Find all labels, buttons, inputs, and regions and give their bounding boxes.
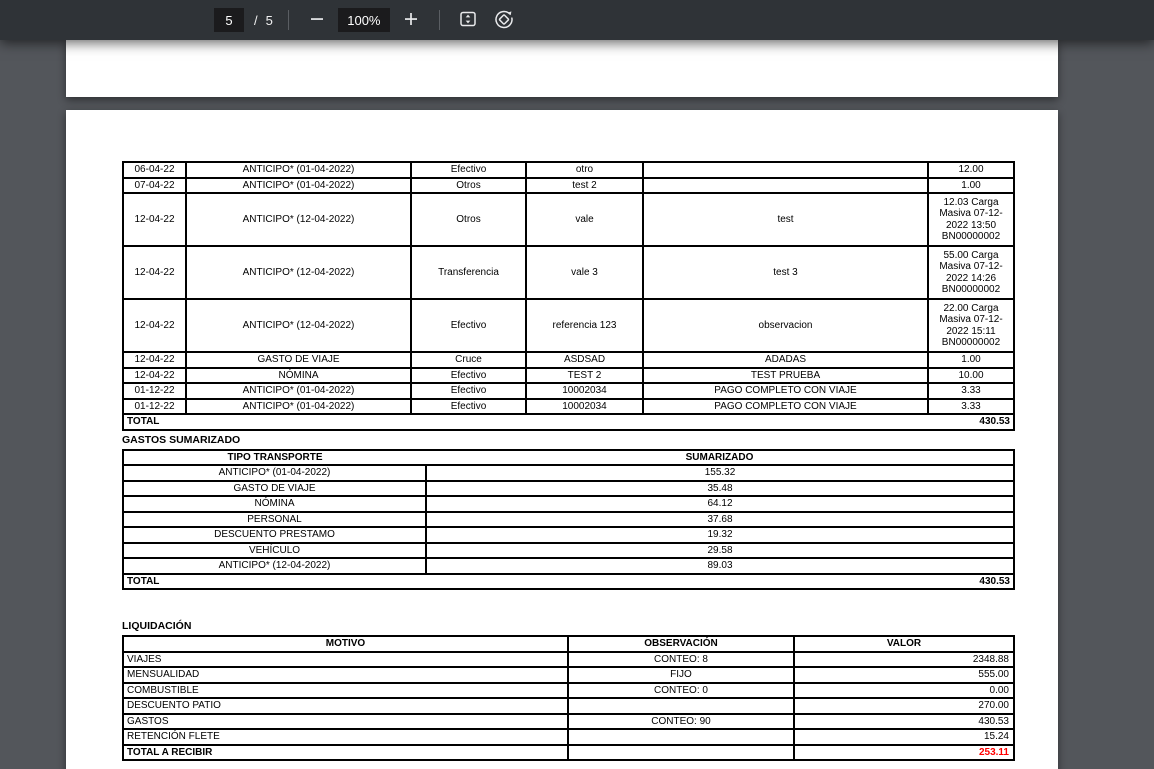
gastos-sumarizado-table bbox=[122, 449, 1015, 591]
date-cell: 12-04-22 bbox=[123, 368, 186, 384]
liquidacion-row bbox=[123, 652, 1014, 668]
value-cell: 3.33 bbox=[928, 399, 1014, 415]
observacion-cell bbox=[568, 745, 794, 761]
date-cell: 01-12-22 bbox=[123, 399, 186, 415]
observation-cell: observacion bbox=[643, 299, 928, 352]
observation-cell: PAGO COMPLETO CON VIAJE bbox=[643, 383, 928, 399]
date-cell: 06-04-22 bbox=[123, 162, 186, 178]
page-count-separator: / bbox=[254, 12, 258, 28]
total-value: 430.53 bbox=[979, 575, 1010, 587]
expense-row bbox=[123, 399, 1014, 415]
liquidacion-row bbox=[123, 683, 1014, 699]
method-cell: Efectivo bbox=[411, 383, 526, 399]
method-cell: Efectivo bbox=[411, 399, 526, 415]
expense-row bbox=[123, 383, 1014, 399]
reference-cell: 10002034 bbox=[526, 383, 643, 399]
expense-row bbox=[123, 162, 1014, 178]
motivo-cell: DESCUENTO PATIO bbox=[123, 698, 568, 714]
value-cell: 3.33 bbox=[928, 383, 1014, 399]
observacion-cell: CONTEO: 0 bbox=[568, 683, 794, 699]
total-a-recibir-value: 253.11 bbox=[794, 745, 1014, 761]
total-cell bbox=[123, 574, 1014, 590]
value-cell: 12.00 bbox=[928, 162, 1014, 178]
tipo-cell: DESCUENTO PRESTAMO bbox=[123, 527, 426, 543]
observacion-cell bbox=[568, 729, 794, 745]
expense-row bbox=[123, 352, 1014, 368]
liquidacion-title: LIQUIDACIÓN bbox=[122, 620, 192, 632]
valor-cell: 430.53 bbox=[794, 714, 1014, 730]
reference-cell: vale 3 bbox=[526, 246, 643, 299]
motivo-cell: COMBUSTIBLE bbox=[123, 683, 568, 699]
date-cell: 07-04-22 bbox=[123, 178, 186, 194]
pdf-page-previous-fragment bbox=[66, 40, 1058, 97]
motivo-cell: MENSUALIDAD bbox=[123, 667, 568, 683]
valor-cell: 2348.88 bbox=[794, 652, 1014, 668]
fit-to-page-icon bbox=[458, 9, 478, 32]
method-cell: Otros bbox=[411, 178, 526, 194]
observacion-cell: FIJO bbox=[568, 667, 794, 683]
reference-cell: otro bbox=[526, 162, 643, 178]
sumarizado-row bbox=[123, 496, 1014, 512]
valor-cell: 270.00 bbox=[794, 698, 1014, 714]
date-cell: 12-04-22 bbox=[123, 352, 186, 368]
reference-cell: referencia 123 bbox=[526, 299, 643, 352]
concept-cell: ANTICIPO* (12-04-2022) bbox=[186, 246, 411, 299]
zoom-in-button[interactable] bbox=[398, 7, 424, 33]
method-cell: Efectivo bbox=[411, 162, 526, 178]
method-cell: Cruce bbox=[411, 352, 526, 368]
sumarizado-row bbox=[123, 481, 1014, 497]
valor-cell: 555.00 bbox=[794, 667, 1014, 683]
pdf-toolbar bbox=[0, 0, 1154, 40]
zoom-level-display[interactable]: 100% bbox=[338, 8, 390, 32]
method-cell: Efectivo bbox=[411, 299, 526, 352]
total-cell bbox=[123, 414, 1014, 430]
method-cell: Transferencia bbox=[411, 246, 526, 299]
reference-cell: test 2 bbox=[526, 178, 643, 194]
reference-cell: vale bbox=[526, 193, 643, 246]
toolbar-divider bbox=[288, 10, 289, 30]
page-number-input[interactable] bbox=[214, 8, 244, 32]
tipo-cell: VEHÍCULO bbox=[123, 543, 426, 559]
valor-cell: 19.32 bbox=[426, 527, 1014, 543]
sumarizado-row bbox=[123, 465, 1014, 481]
liquidacion-row bbox=[123, 698, 1014, 714]
rotate-button[interactable] bbox=[491, 7, 517, 33]
observation-cell: test bbox=[643, 193, 928, 246]
valor-cell: 29.58 bbox=[426, 543, 1014, 559]
expense-row bbox=[123, 246, 1014, 299]
observation-cell bbox=[643, 178, 928, 194]
value-cell: 12.03 Carga Masiva 07-12-2022 13:50 BN00000002 bbox=[928, 193, 1014, 246]
reference-cell: ASDSAD bbox=[526, 352, 643, 368]
expense-detail-table bbox=[122, 161, 1015, 431]
sumarizado-row bbox=[123, 558, 1014, 574]
minus-icon bbox=[308, 10, 326, 31]
observation-cell bbox=[643, 162, 928, 178]
sumarizado-header: SUMARIZADO bbox=[426, 450, 1014, 466]
observation-cell: PAGO COMPLETO CON VIAJE bbox=[643, 399, 928, 415]
tipo-transporte-header: TIPO TRANSPORTE bbox=[123, 450, 426, 466]
concept-cell: ANTICIPO* (01-04-2022) bbox=[186, 399, 411, 415]
valor-cell: 89.03 bbox=[426, 558, 1014, 574]
total-label: TOTAL bbox=[127, 416, 160, 427]
liquidacion-row bbox=[123, 729, 1014, 745]
valor-cell: 155.32 bbox=[426, 465, 1014, 481]
observation-cell: ADADAS bbox=[643, 352, 928, 368]
date-cell: 01-12-22 bbox=[123, 383, 186, 399]
reference-cell: TEST 2 bbox=[526, 368, 643, 384]
liquidacion-table bbox=[122, 635, 1015, 761]
concept-cell: NÓMINA bbox=[186, 368, 411, 384]
expense-total-row bbox=[123, 414, 1014, 430]
valor-cell: 37.68 bbox=[426, 512, 1014, 528]
date-cell: 12-04-22 bbox=[123, 193, 186, 246]
observation-cell: test 3 bbox=[643, 246, 928, 299]
motivo-header: MOTIVO bbox=[123, 636, 568, 652]
total-value: 430.53 bbox=[979, 416, 1010, 427]
valor-header: VALOR bbox=[794, 636, 1014, 652]
sumarizado-row bbox=[123, 527, 1014, 543]
expense-row bbox=[123, 368, 1014, 384]
concept-cell: ANTICIPO* (12-04-2022) bbox=[186, 299, 411, 352]
total-label: TOTAL bbox=[127, 575, 160, 587]
tipo-cell: ANTICIPO* (01-04-2022) bbox=[123, 465, 426, 481]
valor-cell: 64.12 bbox=[426, 496, 1014, 512]
motivo-cell: GASTOS bbox=[123, 714, 568, 730]
total-a-recibir-label: TOTAL A RECIBIR bbox=[123, 745, 568, 761]
date-cell: 12-04-22 bbox=[123, 299, 186, 352]
tipo-cell: GASTO DE VIAJE bbox=[123, 481, 426, 497]
method-cell: Efectivo bbox=[411, 368, 526, 384]
zoom-out-button[interactable] bbox=[304, 7, 330, 33]
valor-cell: 15.24 bbox=[794, 729, 1014, 745]
value-cell: 55.00 Carga Masiva 07-12-2022 14:26 BN00000002 bbox=[928, 246, 1014, 299]
value-cell: 22.00 Carga Masiva 07-12-2022 15:11 BN00000002 bbox=[928, 299, 1014, 352]
value-cell: 1.00 bbox=[928, 352, 1014, 368]
reference-cell: 10002034 bbox=[526, 399, 643, 415]
liquidacion-total-row bbox=[123, 745, 1014, 761]
toolbar-divider bbox=[439, 10, 440, 30]
expense-row bbox=[123, 299, 1014, 352]
liquidacion-row bbox=[123, 714, 1014, 730]
value-cell: 1.00 bbox=[928, 178, 1014, 194]
method-cell: Otros bbox=[411, 193, 526, 246]
rotate-icon bbox=[494, 9, 514, 32]
sumarizado-row bbox=[123, 543, 1014, 559]
date-cell: 12-04-22 bbox=[123, 246, 186, 299]
pdf-page bbox=[66, 110, 1058, 769]
tipo-cell: ANTICIPO* (12-04-2022) bbox=[123, 558, 426, 574]
observation-cell: TEST PRUEBA bbox=[643, 368, 928, 384]
sumarizado-row bbox=[123, 512, 1014, 528]
fit-to-page-button[interactable] bbox=[455, 7, 481, 33]
observacion-header: OBSERVACIÓN bbox=[568, 636, 794, 652]
sumarizado-header-row bbox=[123, 450, 1014, 466]
toolbar-controls bbox=[214, 7, 517, 33]
gastos-sumarizado-title: GASTOS SUMARIZADO bbox=[122, 433, 241, 446]
valor-cell: 35.48 bbox=[426, 481, 1014, 497]
motivo-cell: RETENCIÓN FLETE bbox=[123, 729, 568, 745]
concept-cell: ANTICIPO* (01-04-2022) bbox=[186, 178, 411, 194]
concept-cell: ANTICIPO* (01-04-2022) bbox=[186, 383, 411, 399]
tipo-cell: PERSONAL bbox=[123, 512, 426, 528]
tipo-cell: NÓMINA bbox=[123, 496, 426, 512]
observacion-cell bbox=[568, 698, 794, 714]
sumarizado-total-row bbox=[123, 574, 1014, 590]
motivo-cell: VIAJES bbox=[123, 652, 568, 668]
expense-row bbox=[123, 178, 1014, 194]
concept-cell: GASTO DE VIAJE bbox=[186, 352, 411, 368]
concept-cell: ANTICIPO* (12-04-2022) bbox=[186, 193, 411, 246]
liquidacion-row bbox=[123, 667, 1014, 683]
value-cell: 10.00 bbox=[928, 368, 1014, 384]
valor-cell: 0.00 bbox=[794, 683, 1014, 699]
observacion-cell: CONTEO: 8 bbox=[568, 652, 794, 668]
plus-icon bbox=[402, 10, 420, 31]
concept-cell: ANTICIPO* (01-04-2022) bbox=[186, 162, 411, 178]
observacion-cell: CONTEO: 90 bbox=[568, 714, 794, 730]
liquidacion-header-row bbox=[123, 636, 1014, 652]
page-count-total: 5 bbox=[265, 12, 273, 28]
expense-row bbox=[123, 193, 1014, 246]
